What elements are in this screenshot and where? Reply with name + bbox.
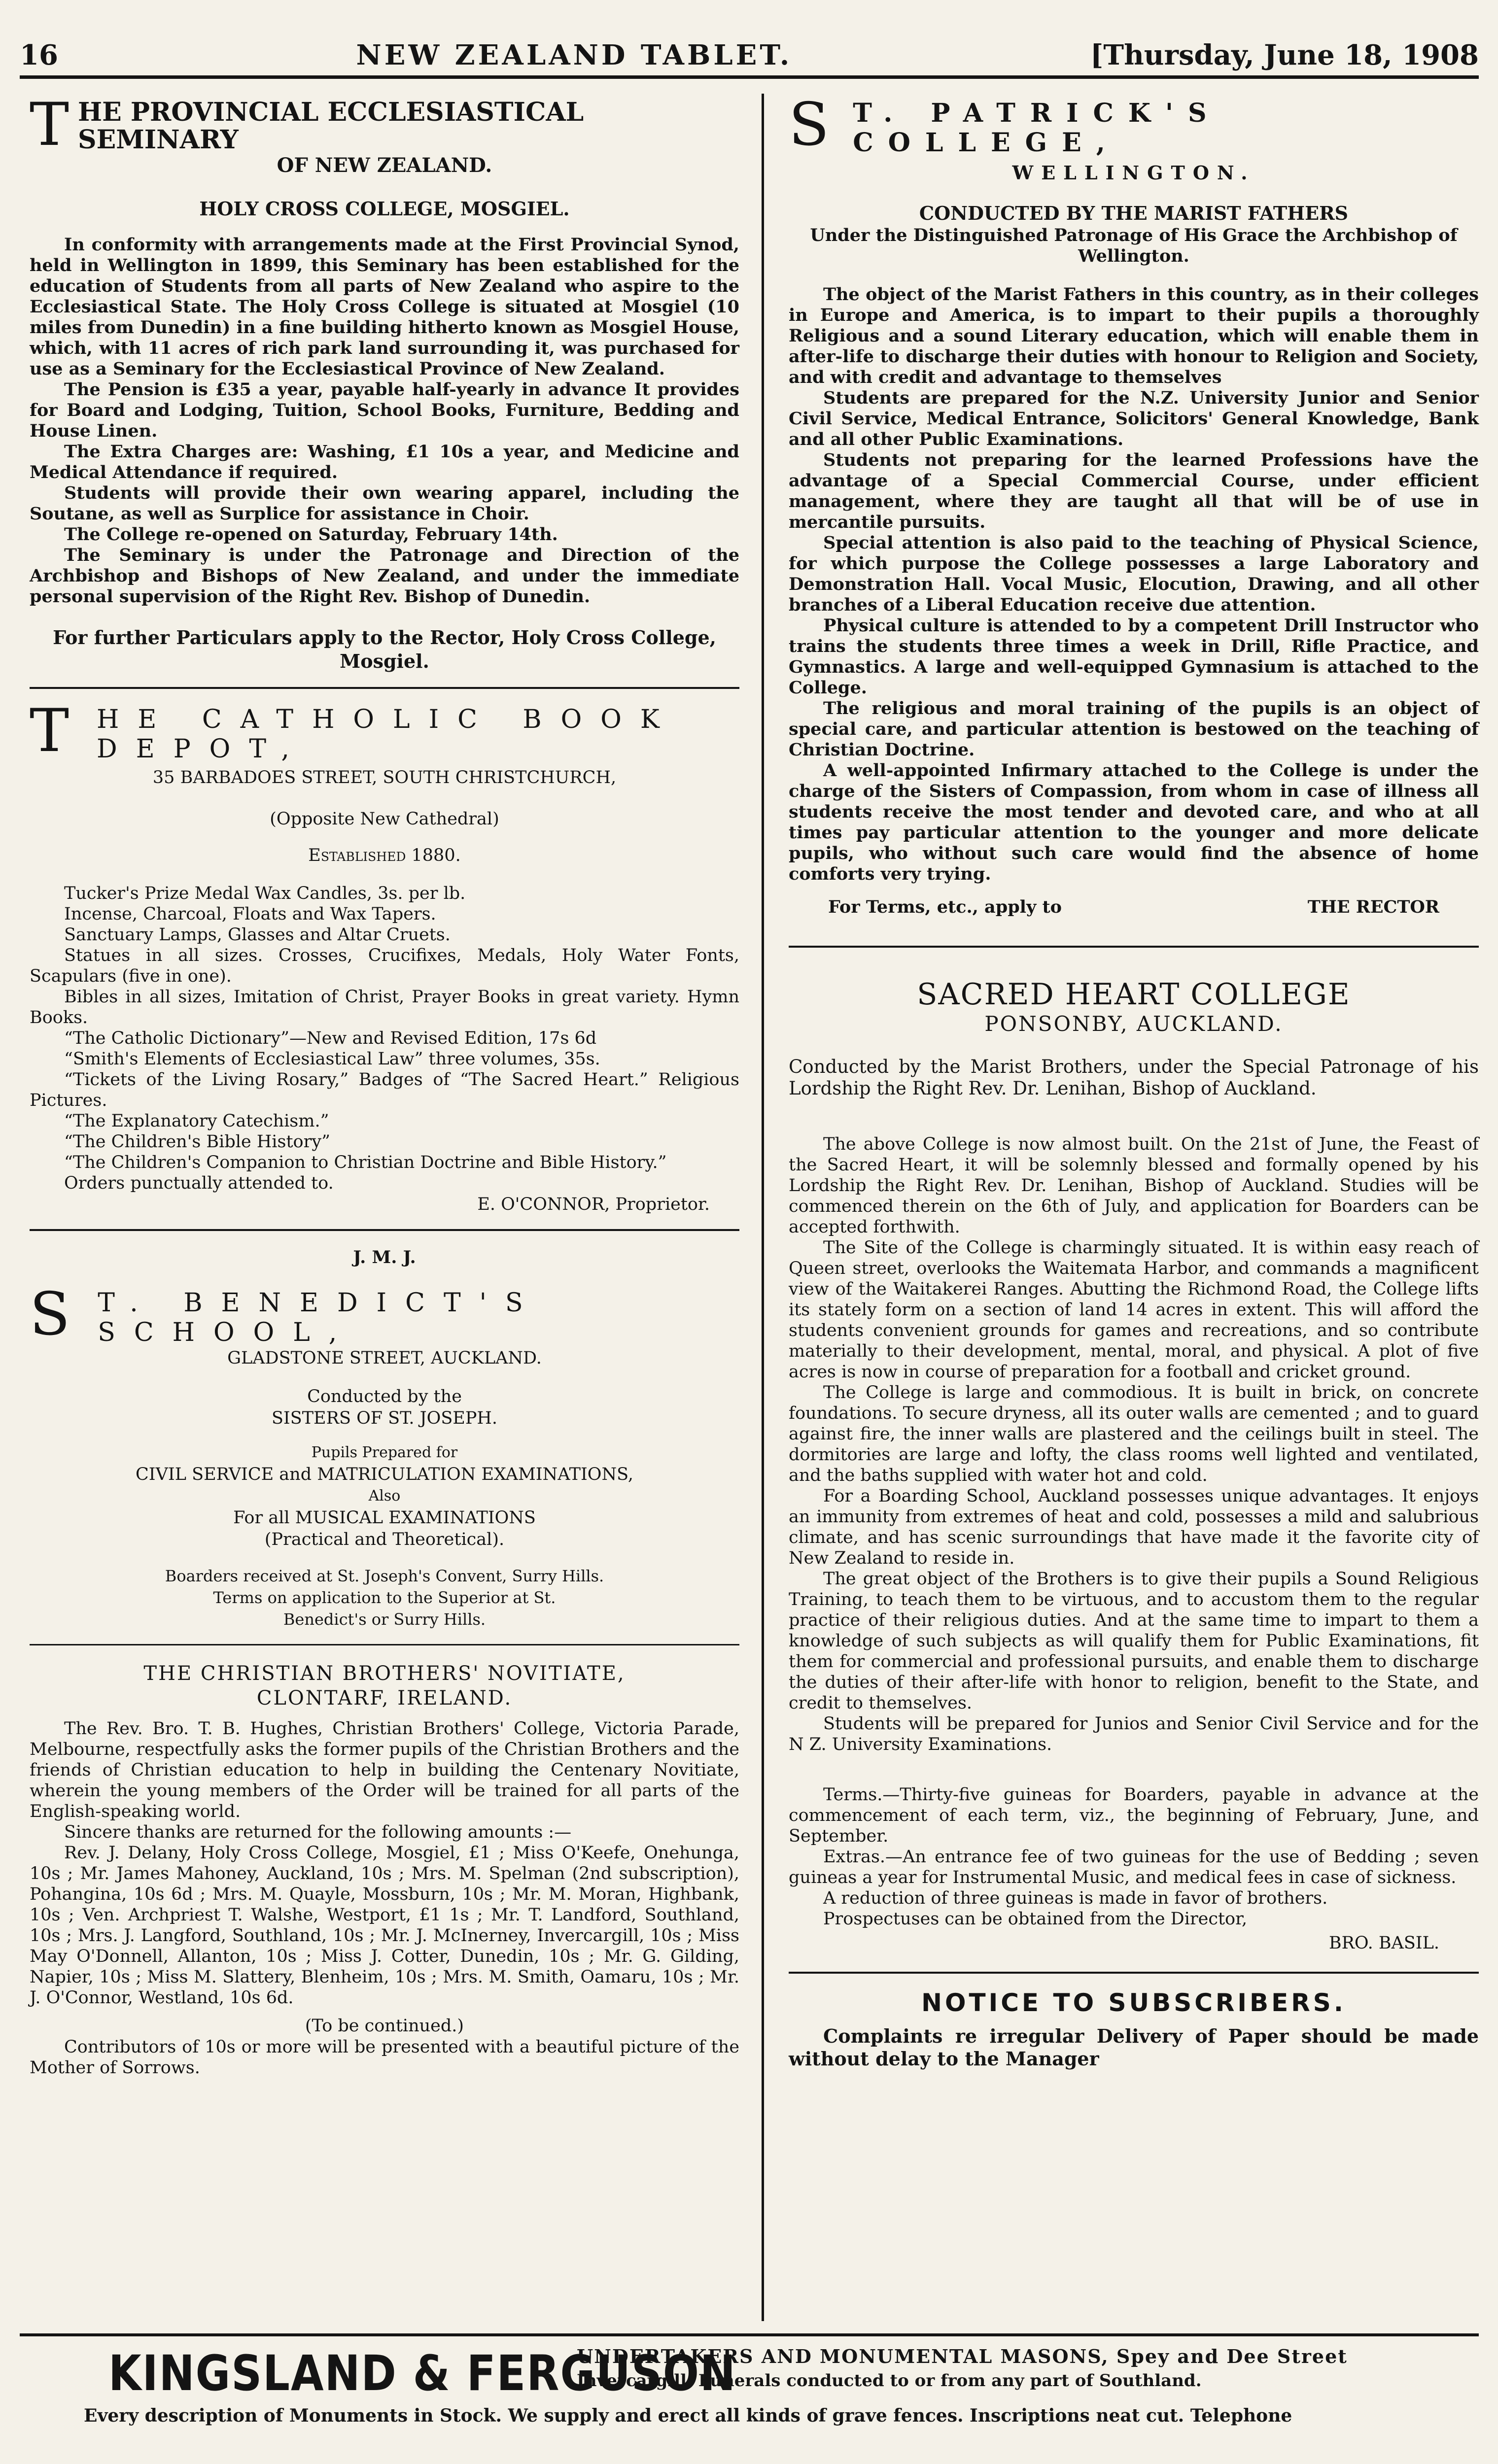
footer-line-1: UNDERTAKERS AND MONUMENTAL MASONS, Spey and Dee Street	[577, 2345, 1348, 2367]
patrick-rector: THE RECTOR	[1307, 897, 1439, 917]
sacred-heart-terms: Terms.—Thirty-five guineas for Boarders, payable in advance at the commencement of each term, viz., the beginning of February, June, and September.	[789, 1785, 1479, 1846]
benedict-musical: For all MUSICAL EXAMINATIONS	[233, 1508, 536, 1528]
seminary-paragraph: The Pension is £35 a year, payable half-yearly in advance It provides for Board and Lodging, Tuition, School Books, Furniture, Bedding and House Linen.	[30, 379, 739, 441]
patrick-patronage: Under the Distinguished Patronage of His Grace the Archbishop of Wellington.	[810, 225, 1458, 266]
novitiate-ad	[30, 1661, 739, 2078]
sacred-heart-ad	[789, 977, 1479, 1954]
book-depot-opposite: (Opposite New Cathedral)	[270, 809, 499, 829]
book-depot-line: Bibles in all sizes, Imitation of Christ, Prayer Books in great variety. Hymn Books.	[30, 987, 739, 1027]
divider	[30, 687, 739, 689]
seminary-title-line2: OF NEW ZEALAND.	[277, 154, 492, 177]
book-depot-address: 35 BARBADOES STREET, SOUTH CHRISTCHURCH,	[152, 768, 617, 787]
seminary-body	[30, 235, 739, 607]
book-depot-line: Sanctuary Lamps, Glasses and Altar Cruets.	[64, 925, 451, 945]
right-column	[789, 91, 1479, 2314]
patrick-terms-row	[789, 896, 1479, 918]
patrick-conducted: CONDUCTED BY THE MARIST FATHERS	[919, 202, 1349, 224]
divider	[30, 1644, 739, 1645]
sacred-heart-title: SACRED HEART COLLEGE	[917, 977, 1351, 1012]
seminary-title: T HE PROVINCIAL ECCLESIASTICAL SEMINARY	[30, 91, 584, 159]
footer-advert	[20, 2333, 1479, 2455]
novitiate-contributors: Contributors of 10s or more will be presented with a beautiful picture of the Mother of Sorrows.	[30, 2037, 739, 2078]
benedict-title: S T. BENEDICT'S SCHOOL,	[30, 1280, 542, 1349]
seminary-paragraph: The College re-opened on Saturday, February 14th.	[64, 524, 558, 545]
book-depot-title: T HE CATHOLIC BOOK DEPOT,	[30, 697, 678, 765]
sacred-heart-terms: Extras.—An entrance fee of two guineas for the use of Bedding ; seven guineas a year for Instrumental Music, and medical fees in case of sickness.	[789, 1847, 1479, 1887]
novitiate-subscribers: Rev. J. Delany, Holy Cross College, Mosgiel, £1 ; Miss O'Keefe, Onehunga, 10s ; Mr. James Mahoney, Auckland, 10s ; Mrs. M. Spelman (2nd subscription), Pohangina, 10s 6d ; Mrs. M. Quayle, Mossburn, 10s ; Mr. M. Moran, Highbank, 10s ; Ven. Archpriest T. Walshe, Westport, £1 1s ; Mr. T. Landford, Southland, 10s ; Mrs. J. Langford, Southland, 10s ; Mr. J. McInerney, Invercargill, 10s ; Miss May O'Donnell, Allanton, 10s ; Miss J. Cotter, Dunedin, 10s ; Mr. G. Gilding, Napier, 10s ; Miss M. Slattery, Blenheim, 10s ; Mrs. M. Smith, Oamaru, 10s ; Mr. J. O'Connor, Westland, 10s 6d.	[30, 1843, 739, 2008]
page-number: 16	[20, 39, 58, 71]
seminary-closing: For further Particulars apply to the Rector, Holy Cross College, Mosgiel.	[53, 626, 716, 672]
novitiate-paragraph: Sincere thanks are returned for the following amounts :—	[64, 1822, 572, 1842]
sacred-heart-subtitle: PONSONBY, AUCKLAND.	[984, 1012, 1283, 1036]
drop-cap: S	[789, 91, 844, 159]
patrick-title: S T. PATRICK'S COLLEGE,	[789, 91, 1221, 159]
benedict-exams: CIVIL SERVICE and MATRICULATION EXAMINATIONS,	[136, 1465, 633, 1484]
sacred-heart-terms: Prospectuses can be obtained from the Director,	[823, 1909, 1248, 1929]
sacred-heart-paragraph: The Site of the College is charmingly situated. It is within easy reach of Queen street, overlooks the Waitemata Harbor, and commands a magnificent view of the Waitakerei Ranges. Abutting the Richmond Road, the College lifts its stately form on a section of land 14 acres in extent. This will afford the students convenient grounds for games and recreations, and so contribute materially to their development, mental, moral, and physical. A plot of five acres is now in course of preparation for a football and cricket ground.	[789, 1238, 1479, 1382]
benedict-terms-2: Benedict's or Surry Hills.	[283, 1610, 486, 1629]
book-depot-line: “The Children's Companion to Christian Doctrine and Bible History.”	[64, 1153, 667, 1172]
footer-brand: KINGSLAND & FERGUSON	[108, 2345, 736, 2402]
column-divider	[762, 94, 764, 2321]
seminary-ad	[30, 91, 739, 673]
benedict-terms: Terms on application to the Superior at St.	[213, 1588, 556, 1607]
book-depot-line: “The Explanatory Catechism.”	[64, 1111, 329, 1131]
drop-cap: S	[30, 1280, 89, 1349]
patrick-paragraph: Students not preparing for the learned Professions have the advantage of a Special Commercial Course, under efficient management, where they are taught all that will be of use in mercantile pursuits.	[789, 450, 1479, 532]
benedict-ad	[30, 1247, 739, 1630]
patrick-paragraph: Students are prepared for the N.Z. University Junior and Senior Civil Service, Medical Entrance, Solicitors' General Knowledge, Bank and all other Public Examinations.	[789, 388, 1479, 449]
book-depot-line: “The Children's Bible History”	[64, 1132, 330, 1152]
patrick-ad	[789, 91, 1479, 918]
seminary-paragraph: In conformity with arrangements made at the First Provincial Synod, held in Wellington in 1899, this Seminary has been established for the education of Students from all parts of New Zealand who aspire to the Ecclesiastical State. The Holy Cross College is situated at Mosgiel (10 miles from Dunedin) in a fine building hitherto known as Mosgiel House, which, with 11 acres of rich park land surrounding it, was purchased for use as a Seminary for the Ecclesiastical Province of New Zealand.	[30, 235, 739, 379]
patrick-paragraph: The object of the Marist Fathers in this country, as in their colleges in Europe and America, is to impart to their pupils a thoroughly Religious and a sound Literary education, which will enable them in after-life to discharge their duties with honour to Religion and Society, and with credit and advantage to themselves	[789, 284, 1479, 387]
patrick-paragraph: Physical culture is attended to by a competent Drill Instructor who trains the students three times a week in Drill, Rifle Practice, and Gymnastics. A large and well-equipped Gymnasium is attached to the College.	[789, 616, 1479, 698]
book-depot-line: Incense, Charcoal, Floats and Wax Tapers.	[64, 904, 436, 924]
footer-line-3: Every description of Monuments in Stock. We supply and erect all kinds of grave fences. Inscriptions neat cut. Telephone	[84, 2405, 1292, 2426]
left-column	[30, 91, 739, 2314]
newspaper-title: NEW ZEALAND TABLET.	[356, 39, 793, 71]
book-depot-line: Orders punctually attended to.	[64, 1173, 334, 1193]
issue-date: [Thursday, June 18, 1908	[1090, 39, 1479, 71]
divider	[789, 946, 1479, 948]
novitiate-paragraph: The Rev. Bro. T. B. Hughes, Christian Brothers' College, Victoria Parade, Melbourne, respectfully asks the former pupils of the Christian Brothers and the friends of Christian education to help in building the Centenary Novitiate, wherein the young members of the Order will be trained for all parts of the English-speaking world.	[30, 1719, 739, 1821]
notice-ad	[789, 1988, 1479, 2070]
novitiate-title: THE CHRISTIAN BROTHERS' NOVITIATE,	[143, 1662, 626, 1685]
novitiate-continued: (To be continued.)	[305, 2016, 464, 2036]
sacred-heart-paragraph: The College is large and commodious. It is built in brick, on concrete foundations. To secure dryness, all its outer walls are cemented ; and to guard against fire, the inner walls are plastered and the ceilings built in steel. The dormitories are large and lofty, the class rooms well lighted and ventilated, and the baths supplied with water hot and cold.	[789, 1383, 1479, 1485]
benedict-also: Also	[368, 1487, 401, 1505]
patrick-terms: For Terms, etc., apply to	[828, 897, 1062, 917]
sacred-heart-paragraph: The above College is now almost built. On the 21st of June, the Feast of the Sacred Heart, it will be solemnly blessed and formally opened by his Lordship the Right Rev. Dr. Lenihan, Bishop of Auckland. Studies will be commenced therein on the 6th of July, and application for Boarders can be accepted forthwith.	[789, 1134, 1479, 1237]
drop-cap: T	[30, 697, 88, 765]
seminary-paragraph: Students will provide their own wearing apparel, including the Soutane, as well as Surplice for assistance in Choir.	[30, 483, 739, 524]
footer-line-2: Invercargill. Funerals conducted to or from any part of Southland.	[577, 2371, 1202, 2391]
book-depot-established: Established 1880.	[308, 846, 461, 865]
newspaper-page	[20, 0, 1479, 2464]
novitiate-subtitle: CLONTARF, IRELAND.	[256, 1687, 513, 1710]
book-depot-proprietor: E. O'CONNOR, Proprietor.	[477, 1195, 710, 1214]
sacred-heart-signature: BRO. BASIL.	[1328, 1933, 1439, 1953]
drop-cap: T	[30, 91, 70, 159]
seminary-paragraph: The Extra Charges are: Washing, £1 10s a year, and Medicine and Medical Attendance if required.	[30, 442, 739, 482]
book-depot-line: Statues in all sizes. Crosses, Crucifixes, Medals, Holy Water Fonts, Scapulars (five in one).	[30, 946, 739, 986]
book-depot-ad	[30, 697, 739, 1215]
jmj: J. M. J.	[353, 1247, 416, 1267]
sacred-heart-terms: A reduction of three guineas is made in favor of brothers.	[823, 1888, 1328, 1908]
benedict-conducted: Conducted by the	[307, 1387, 462, 1406]
benedict-address: GLADSTONE STREET, AUCKLAND.	[227, 1348, 542, 1368]
sacred-heart-paragraph: Students will be prepared for Junios and Senior Civil Service and for the N Z. University Examinations.	[789, 1714, 1479, 1754]
patrick-paragraph: The religious and moral training of the pupils is an object of special care, and particular attention is bestowed on the teaching of Christian Doctrine.	[789, 698, 1479, 760]
book-depot-line: Tucker's Prize Medal Wax Candles, 3s. per lb.	[64, 884, 466, 903]
notice-text: Complaints re irregular Delivery of Paper should be made without delay to the Manager	[789, 2025, 1479, 2070]
divider	[789, 1972, 1479, 1974]
book-depot-line: “Tickets of the Living Rosary,” Badges of “The Sacred Heart.” Religious Pictures.	[30, 1070, 739, 1110]
patrick-city: WELLINGTON.	[1012, 162, 1255, 184]
notice-title: NOTICE TO SUBSCRIBERS.	[921, 1988, 1346, 2017]
sacred-heart-paragraph: For a Boarding School, Auckland possesses unique advantages. It enjoys an immunity from extremes of heat and cold, possesses a mild and salubrious climate, and has scenic surroundings that have made it the favorite city of New Zealand to reside in.	[789, 1486, 1479, 1568]
book-depot-line: “Smith's Elements of Ecclesiastical Law” three volumes, 35s.	[64, 1049, 600, 1069]
patrick-paragraph: Special attention is also paid to the teaching of Physical Science, for which purpose the College possesses a large Laboratory and Demonstration Hall. Vocal Music, Elocution, Drawing, and all other branches of a Liberal Education receive due attention.	[789, 533, 1479, 615]
benedict-sisters: SISTERS OF ST. JOSEPH.	[271, 1408, 498, 1428]
sacred-heart-paragraph: The great object of the Brothers is to give their pupils a Sound Religious Training, to teach them to be virtuous, and to accustom them to the regular practice of their religious duties. And at the same time to impart to them a knowledge of such subjects as will qualify them for Public Examinations, fit them for commercial and professional pursuits, and enable them to discharge the duties of their after-life with honor to religion, benefit to the State, and credit to themselves.	[789, 1569, 1479, 1713]
book-depot-line: “The Catholic Dictionary”—New and Revised Edition, 17s 6d	[64, 1028, 597, 1048]
benedict-pupils: Pupils Prepared for	[311, 1444, 458, 1461]
divider	[30, 1229, 739, 1231]
benedict-boarders: Boarders received at St. Joseph's Convent, Surry Hills.	[165, 1567, 604, 1585]
seminary-paragraph: The Seminary is under the Patronage and Direction of the Archbishop and Bishops of New Zealand, and under the immediate personal supervision of the Right Rev. Bishop of Dunedin.	[30, 545, 739, 607]
seminary-subtitle: HOLY CROSS COLLEGE, MOSGIEL.	[199, 198, 570, 220]
masthead	[20, 39, 1479, 79]
patrick-paragraph: A well-appointed Infirmary attached to the College is under the charge of the Sisters of Compassion, from whom in case of illness all students receive the most tender and devoted care, and who at all times pay particular attention to the younger and more delicate pupils, who without such care would find the absence of home comforts very trying.	[789, 760, 1479, 884]
benedict-practical: (Practical and Theoretical).	[264, 1530, 505, 1549]
spacer	[789, 1755, 1479, 1784]
sacred-heart-patronage: Conducted by the Marist Brothers, under the Special Patronage of his Lordship the Right Rev. Dr. Lenihan, Bishop of Auckland.	[789, 1056, 1479, 1099]
